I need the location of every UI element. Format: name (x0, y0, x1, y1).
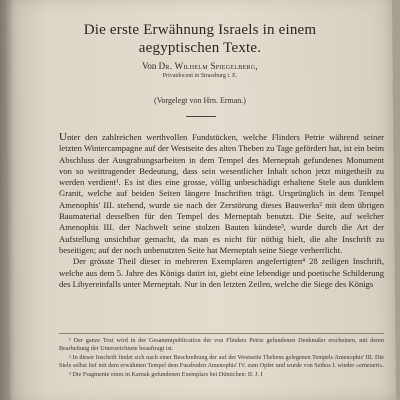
footnote-3: ³ Die Fragmente eines in Karnak gefundenen Exemplars bei Dümichen: II. J. I (69, 371, 263, 379)
paragraph-2: Der grösste Theil dieser in mehreren Exemplaren angefertigten⁴ 28 zeiligen Inschrift, welche aus dem 5. Jahre des Königs datirt ist, giebt eine lebendige und poetische Schilderung des Libyereinfalls unter Merneptah. Nur in den letzten Zeilen, welche die Siege des Königs (59, 256, 384, 289)
author-affiliation: Privatdocent in Strassburg i. E. (162, 73, 238, 79)
main-text (59, 132, 384, 290)
footnote-separator (59, 333, 384, 334)
paragraph-1 (59, 132, 384, 256)
byline (0, 61, 400, 71)
title-line-1: Die erste Erwähnung Israels in einem (83, 22, 317, 38)
presented-by: (Vorgelegt von Hrn. Erman.) (154, 96, 246, 105)
title-line-2: aegyptischen Texte. (138, 40, 262, 56)
paragraph-1-text: nter den zahlreichen werthvollen Fundstücken, welche Flinders Petrie während seiner letzten Wintercampagne auf der Westseite des alten Theben zu Tage gefördert hat, ist ein beim Abschluss der Ausgrabungsarbeiten in dem Tempel des Merneptah gefundenes Monument von so weittragender Bedeutung, dass sein wesentlicher Inhalt schon jetzt mitgetheilt zu werden verdient¹. Es ist dies eine grosse, völlig unbeschädigt erhaltene Stele aus dunklem Granit, welche auf beiden Seiten längere Inschriften trägt. Ursprünglich in dem Tempel Amenophis' III. stehend, wurde sie nach der Zerstörung dieses Bauwerks² mit dem übrigen Baumaterial desselben für den Tempel des Merneptah benutzt. Die Seite, auf welcher Amenophis III. der Nachwelt seine stolzen Bauten kündete³, wurde durch die Art der Aufstellung unsichtbar gemacht, da man es nicht für nöthig hielt, die alte Inschrift zu beseitigen; auf der noch unbenutzten Seite hat Merneptah seine Siege verherrlicht. (59, 132, 384, 255)
author-name: Dr. Wilhelm Spiegelberg, (158, 61, 258, 71)
footnotes (59, 337, 384, 380)
footnote-1: ¹ Der ganze Text wird in der Gesammtpublication der von Flinders Petrie gefundenen Denkmäler erscheinen, mit deren Bearbeitung der Unterzeichnete beauftragt ist. (59, 337, 384, 353)
initial-letter: U (59, 131, 67, 143)
binding-shadow (0, 0, 14, 400)
footnote-2: ² In dieser Inschrift findet sich nach einer Beschreibung der auf der Westseite Thebens gelegenen Tempels Amenophis' III. Die Stele selbst lief mit dem erwähnten Tempel dem Fussboden Amenophis' IV. zum Opfer und wurde von Sethos I. wieder »erneuert«. (59, 354, 384, 370)
separator-rule (186, 116, 216, 117)
byline-prefix: Von (142, 61, 157, 71)
